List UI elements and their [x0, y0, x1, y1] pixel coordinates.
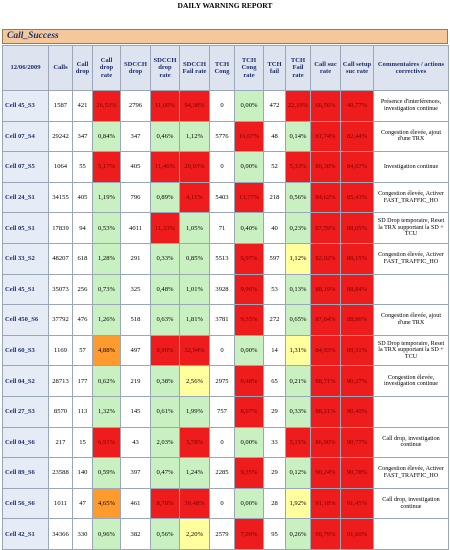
comment-cell: Congestion élevée, Activer FAST_TRAFFIC_HO: [374, 182, 449, 213]
metric-cell: 0,56%: [151, 519, 180, 550]
metric-cell: 1,31%: [286, 335, 311, 366]
cell-name: Cell 56_S6: [3, 488, 49, 519]
table-row: [3, 305, 449, 336]
metric-cell: 90,79%: [311, 519, 341, 550]
table-row: [3, 182, 449, 213]
metric-cell: 91,45%: [341, 488, 374, 519]
metric-cell: 218: [264, 182, 286, 213]
metric-cell: 476: [73, 305, 93, 336]
metric-cell: 87,59%: [311, 213, 341, 244]
metric-cell: 29242: [49, 121, 73, 152]
metric-cell: 1,12%: [180, 121, 210, 152]
table-row: [3, 396, 449, 427]
table-body: [3, 91, 449, 550]
metric-cell: 2975: [210, 366, 235, 397]
metric-cell: 32,94%: [180, 335, 210, 366]
metric-cell: 0,26%: [286, 519, 311, 550]
table-row: [3, 488, 449, 519]
metric-cell: 330: [73, 519, 93, 550]
table-row: [3, 91, 449, 122]
table-row: [3, 243, 449, 274]
metric-cell: 405: [121, 152, 151, 183]
column-header: SDCCH drop: [121, 46, 151, 91]
metric-cell: 95: [264, 519, 286, 550]
metric-cell: 347: [73, 121, 93, 152]
metric-cell: 0: [210, 488, 235, 519]
metric-cell: 29: [264, 458, 286, 489]
cell-name: Cell 24_S1: [3, 182, 49, 213]
comment-cell: Présence d'interférences, investigation continue: [374, 91, 449, 122]
metric-cell: 0,00%: [235, 152, 264, 183]
metric-cell: 0,96%: [93, 519, 121, 550]
cell-name: Cell 45_S1: [3, 274, 49, 305]
metric-cell: 1,32%: [93, 396, 121, 427]
cell-name: Cell 04_S2: [3, 366, 49, 397]
metric-cell: 84,93%: [311, 335, 341, 366]
metric-cell: 88,84%: [341, 274, 374, 305]
metric-cell: 90,77%: [341, 427, 374, 458]
column-header: Commentaires / actions correctives: [374, 46, 449, 91]
metric-cell: 0,85%: [180, 243, 210, 274]
column-header: 12/06/2009: [3, 46, 49, 91]
metric-cell: 0: [210, 91, 235, 122]
metric-cell: 0,47%: [151, 458, 180, 489]
metric-cell: 1,05%: [180, 213, 210, 244]
metric-cell: 0,14%: [286, 121, 311, 152]
table-row: [3, 152, 449, 183]
column-header: TCH fail: [264, 46, 286, 91]
metric-cell: 140: [73, 458, 93, 489]
metric-cell: 52: [264, 152, 286, 183]
metric-cell: 3781: [210, 305, 235, 336]
metric-cell: 34366: [49, 519, 73, 550]
metric-cell: 2285: [210, 458, 235, 489]
metric-cell: 4011: [121, 213, 151, 244]
metric-cell: 0: [210, 427, 235, 458]
column-header: TCH Cong: [210, 46, 235, 91]
metric-cell: 1169: [49, 335, 73, 366]
metric-cell: 40,77%: [341, 91, 374, 122]
column-header: Call drop: [73, 46, 93, 91]
comment-cell: [374, 396, 449, 427]
metric-cell: 1,81%: [180, 305, 210, 336]
metric-cell: 0,46%: [151, 121, 180, 152]
metric-cell: 1587: [49, 91, 73, 122]
metric-cell: 17839: [49, 213, 73, 244]
metric-cell: 9,35%: [235, 305, 264, 336]
metric-cell: 0,65%: [286, 305, 311, 336]
metric-cell: 0,48%: [151, 274, 180, 305]
comment-cell: Investigation continue: [374, 152, 449, 183]
metric-cell: 4,11%: [180, 182, 210, 213]
metric-cell: 87,84%: [311, 305, 341, 336]
comment-cell: Call drop, investigation continue: [374, 427, 449, 458]
cell-name: Cell 07_S5: [3, 152, 49, 183]
metric-cell: 1064: [49, 152, 73, 183]
metric-cell: 0,89%: [151, 182, 180, 213]
metric-cell: 14: [264, 335, 286, 366]
column-header: SDCCH Fail rate: [180, 46, 210, 91]
metric-cell: 0,00%: [235, 488, 264, 519]
metric-cell: 20,03%: [180, 152, 210, 183]
column-header: Call drop rate: [93, 46, 121, 91]
metric-cell: 0,59%: [93, 458, 121, 489]
cell-name: Cell 04_S6: [3, 427, 49, 458]
metric-cell: 1,01%: [180, 274, 210, 305]
metric-cell: 2,03%: [151, 427, 180, 458]
column-header: Calls: [49, 46, 73, 91]
section-band: [2, 29, 448, 44]
metric-cell: 8,07%: [235, 396, 264, 427]
comment-cell: Call drop, investigation continue: [374, 488, 449, 519]
metric-cell: 597: [264, 243, 286, 274]
table-row: [3, 274, 449, 305]
table-row: [3, 121, 449, 152]
metric-cell: 53: [264, 274, 286, 305]
metric-cell: 89,31%: [341, 335, 374, 366]
metric-cell: 1,99%: [180, 396, 210, 427]
metric-cell: 0,62%: [93, 366, 121, 397]
metric-cell: 518: [121, 305, 151, 336]
metric-cell: 347: [121, 121, 151, 152]
metric-cell: 84,67%: [341, 152, 374, 183]
metric-cell: 9,97%: [235, 243, 264, 274]
metric-cell: 1,28%: [93, 243, 121, 274]
metric-cell: 0,56%: [286, 182, 311, 213]
metric-cell: 113: [73, 396, 93, 427]
metric-cell: 796: [121, 182, 151, 213]
metric-cell: 88,15%: [341, 243, 374, 274]
metric-cell: 9,48%: [235, 366, 264, 397]
metric-cell: 71: [210, 213, 235, 244]
metric-cell: 1,26%: [93, 305, 121, 336]
table-row: [3, 335, 449, 366]
metric-cell: 1011: [49, 488, 73, 519]
cell-name: Cell 07_S4: [3, 121, 49, 152]
metric-cell: 28: [264, 488, 286, 519]
section-title: Call_Success: [7, 31, 59, 41]
metric-cell: 3928: [210, 274, 235, 305]
metric-cell: 0,00%: [235, 335, 264, 366]
metric-cell: 5,15%: [286, 427, 311, 458]
table-row: [3, 427, 449, 458]
metric-cell: 272: [264, 305, 286, 336]
metric-cell: 0,33%: [286, 396, 311, 427]
metric-cell: 1,24%: [180, 458, 210, 489]
metric-cell: 88,05%: [341, 213, 374, 244]
cell-name: Cell 33_S2: [3, 243, 49, 274]
metric-cell: 0: [210, 335, 235, 366]
column-header: TCH Fail rate: [286, 46, 311, 91]
metric-cell: 0,53%: [93, 213, 121, 244]
metric-cell: 472: [264, 91, 286, 122]
metric-cell: 0,73%: [93, 274, 121, 305]
metric-cell: 15: [73, 427, 93, 458]
metric-cell: 85,43%: [341, 182, 374, 213]
metric-cell: 80,30%: [311, 152, 341, 183]
metric-cell: 65: [264, 366, 286, 397]
header-row: [3, 46, 449, 91]
metric-cell: 57: [73, 335, 93, 366]
metric-cell: 0,00%: [235, 427, 264, 458]
metric-cell: 16,67%: [235, 121, 264, 152]
metric-cell: 1,12%: [286, 243, 311, 274]
metric-cell: 88,21%: [311, 396, 341, 427]
cell-name: Cell 27_S3: [3, 396, 49, 427]
metric-cell: 11,33%: [151, 213, 180, 244]
metric-cell: 91,18%: [311, 488, 341, 519]
metric-cell: 55: [73, 152, 93, 183]
metric-cell: 0,21%: [286, 366, 311, 397]
comment-cell: Congestion élevée, ajout d'une TRX: [374, 121, 449, 152]
metric-cell: 94,38%: [180, 91, 210, 122]
metric-cell: 88,71%: [311, 366, 341, 397]
metric-cell: 0,40%: [235, 213, 264, 244]
metric-cell: 0,12%: [286, 458, 311, 489]
metric-cell: 0,61%: [151, 396, 180, 427]
metric-cell: 256: [73, 274, 93, 305]
metric-cell: 86,90%: [311, 427, 341, 458]
column-header: SDCCH drop rate: [151, 46, 180, 91]
metric-cell: 291: [121, 243, 151, 274]
cell-name: Cell 450_S6: [3, 305, 49, 336]
metric-cell: 0,00%: [235, 91, 264, 122]
metric-cell: 5403: [210, 182, 235, 213]
metric-cell: 35073: [49, 274, 73, 305]
metric-cell: 382: [121, 519, 151, 550]
metric-cell: 90,24%: [311, 458, 341, 489]
metric-cell: 0,38%: [151, 366, 180, 397]
metric-cell: 11,46%: [151, 152, 180, 183]
metric-cell: 22,19%: [286, 91, 311, 122]
metric-cell: 23588: [49, 458, 73, 489]
metric-cell: 145: [121, 396, 151, 427]
metric-cell: 90,27%: [341, 366, 374, 397]
cell-name: Cell 45_S3: [3, 91, 49, 122]
metric-cell: 8,78%: [151, 488, 180, 519]
column-header: Call suc rate: [311, 46, 341, 91]
metric-cell: 5776: [210, 121, 235, 152]
metric-cell: 325: [121, 274, 151, 305]
metric-cell: 7,09%: [235, 519, 264, 550]
metric-cell: 618: [73, 243, 93, 274]
metric-cell: 9,35%: [235, 458, 264, 489]
warning-table: [2, 45, 449, 550]
metric-cell: 177: [73, 366, 93, 397]
metric-cell: 30,48%: [180, 488, 210, 519]
comment-cell: Congestion élevée, investigation continue: [374, 366, 449, 397]
comment-cell: SD Drop temporaire, Reset la TRX supportant la SD + TCU: [374, 335, 449, 366]
metric-cell: 217: [49, 427, 73, 458]
metric-cell: 219: [121, 366, 151, 397]
metric-cell: 26,53%: [93, 91, 121, 122]
metric-cell: 81,74%: [311, 121, 341, 152]
table-row: [3, 458, 449, 489]
metric-cell: 48: [264, 121, 286, 152]
metric-cell: 2579: [210, 519, 235, 550]
metric-cell: 421: [73, 91, 93, 122]
metric-cell: 1,19%: [93, 182, 121, 213]
metric-cell: 4,65%: [93, 488, 121, 519]
metric-cell: 5,17%: [93, 152, 121, 183]
metric-cell: 28713: [49, 366, 73, 397]
metric-cell: 6,91%: [93, 427, 121, 458]
metric-cell: 2,20%: [180, 519, 210, 550]
metric-cell: 5513: [210, 243, 235, 274]
comment-cell: [374, 274, 449, 305]
metric-cell: 13,77%: [235, 182, 264, 213]
comment-cell: SD Drop temporaire, Reset la TRX supportant la SD + TCU: [374, 213, 449, 244]
metric-cell: 90,78%: [341, 458, 374, 489]
metric-cell: 497: [121, 335, 151, 366]
metric-cell: 1,92%: [286, 488, 311, 519]
cell-name: Cell 42_S1: [3, 519, 49, 550]
metric-cell: 8,90%: [151, 335, 180, 366]
metric-cell: 82,44%: [341, 121, 374, 152]
metric-cell: 90,40%: [341, 396, 374, 427]
metric-cell: 757: [210, 396, 235, 427]
metric-cell: 0,13%: [286, 274, 311, 305]
metric-cell: 405: [73, 182, 93, 213]
metric-cell: 33: [264, 427, 286, 458]
metric-cell: 4,88%: [93, 335, 121, 366]
table-row: [3, 213, 449, 244]
comment-cell: Congestion élevée, ajout d'une TRX: [374, 305, 449, 336]
metric-cell: 8570: [49, 396, 73, 427]
comment-cell: Congestion élevée, Activer FAST_TRAFFIC_HO: [374, 458, 449, 489]
report-title: DAILY WARNING REPORT: [177, 1, 273, 10]
metric-cell: 88,19%: [311, 274, 341, 305]
column-header: Call setup suc rate: [341, 46, 374, 91]
metric-cell: 11,60%: [151, 91, 180, 122]
table-row: [3, 519, 449, 550]
cell-name: Cell 89_S6: [3, 458, 49, 489]
metric-cell: 2796: [121, 91, 151, 122]
metric-cell: 47: [73, 488, 93, 519]
metric-cell: 94: [73, 213, 93, 244]
metric-cell: 82,02%: [311, 243, 341, 274]
metric-cell: 84,62%: [311, 182, 341, 213]
metric-cell: 0,63%: [151, 305, 180, 336]
cell-name: Cell 05_S1: [3, 213, 49, 244]
cell-name: Cell 60_S3: [3, 335, 49, 366]
metric-cell: 34155: [49, 182, 73, 213]
metric-cell: 29: [264, 396, 286, 427]
metric-cell: 0,84%: [93, 121, 121, 152]
comment-cell: [374, 519, 449, 550]
table-row: [3, 366, 449, 397]
metric-cell: 3,78%: [180, 427, 210, 458]
metric-cell: 0: [210, 152, 235, 183]
metric-cell: 461: [121, 488, 151, 519]
comment-cell: Congestion élevée, Activer FAST_TRAFFIC_HO: [374, 243, 449, 274]
metric-cell: 91,60%: [341, 519, 374, 550]
metric-cell: 5,33%: [286, 152, 311, 183]
metric-cell: 9,96%: [235, 274, 264, 305]
metric-cell: 2,56%: [180, 366, 210, 397]
metric-cell: 0,23%: [286, 213, 311, 244]
metric-cell: 88,86%: [341, 305, 374, 336]
metric-cell: 43: [121, 427, 151, 458]
metric-cell: 66,56%: [311, 91, 341, 122]
metric-cell: 40: [264, 213, 286, 244]
column-header: TCH Cong rate: [235, 46, 264, 91]
metric-cell: 0,33%: [151, 243, 180, 274]
metric-cell: 397: [121, 458, 151, 489]
metric-cell: 37792: [49, 305, 73, 336]
metric-cell: 48207: [49, 243, 73, 274]
